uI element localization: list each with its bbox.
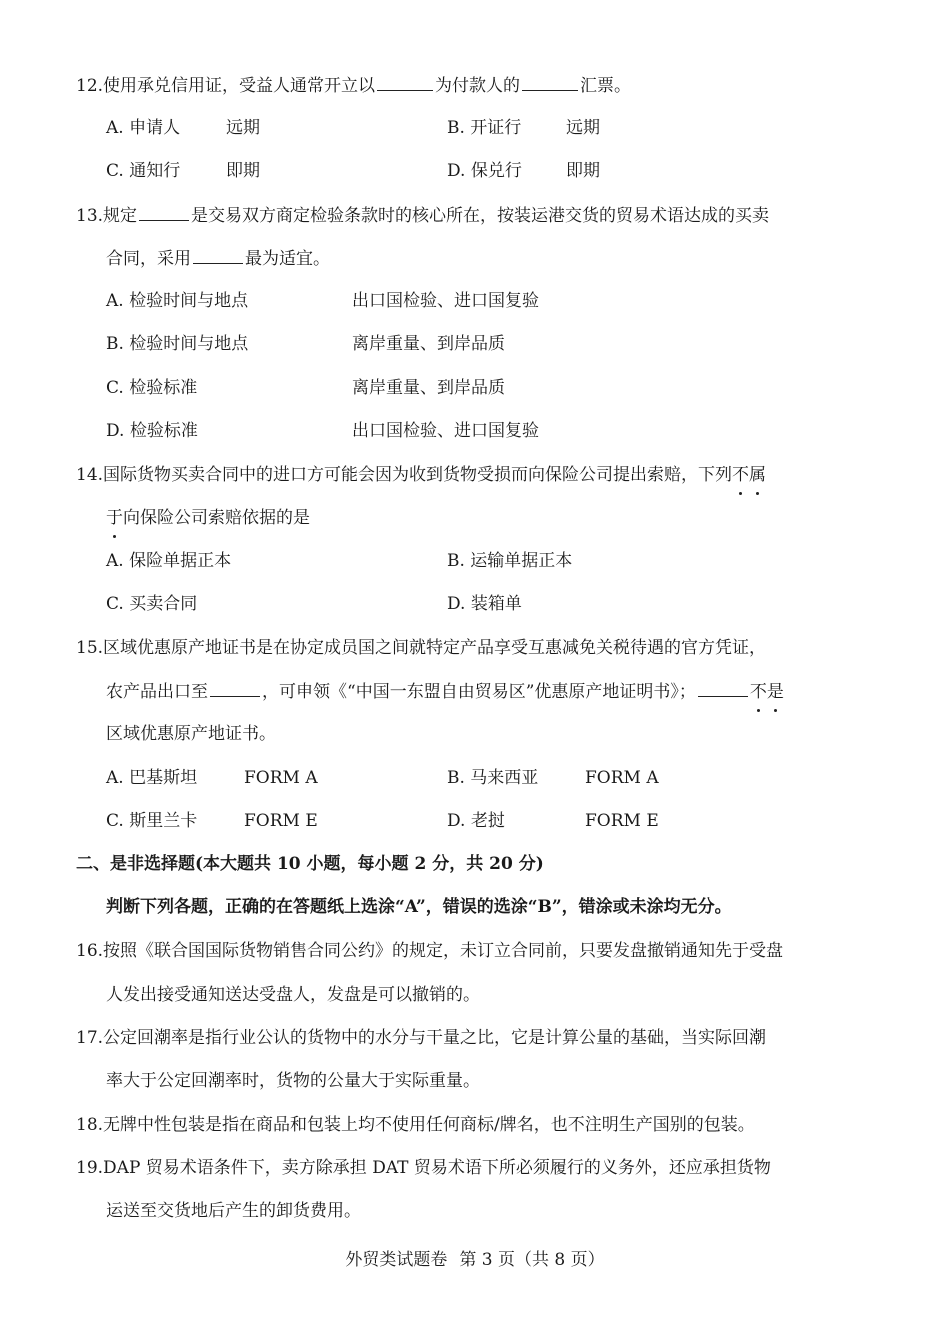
question-13-continued (106, 246, 330, 271)
emphasis-char: 属 (749, 465, 767, 485)
option-a: A. 检验时间与地点 (106, 291, 249, 311)
question-18 (76, 1113, 755, 1137)
option-a-value: 出口国检验、进口国复验 (352, 291, 539, 311)
page-footer (0, 1248, 950, 1272)
option-d-value: 即期 (566, 161, 600, 181)
option-c-value: FORM E (244, 811, 318, 831)
emphasis-char: 不 (749, 682, 767, 702)
option-label: D. 保兑行 (447, 161, 522, 181)
question-number: 19. (76, 1158, 104, 1178)
option-c: C. 买卖合同 (106, 594, 198, 614)
question-text: DAP 贸易术语条件下，卖方除承担 DAT 贸易术语下所必须履行的义务外，还应承担货物 (103, 1158, 771, 1178)
option-d: D. 装箱单 (447, 594, 522, 614)
question-text: 汇票。 (580, 76, 632, 96)
question-15-continued (106, 679, 784, 704)
option-c-value: 即期 (226, 161, 260, 181)
option-b: B. 检验时间与地点 (106, 334, 249, 354)
emphasis-char: 不 (732, 465, 750, 485)
question-text: 区域优惠原产地证书是在协定成员国之间就特定产品享受互惠减免关税待遇的官方凭证， (103, 638, 767, 658)
option-a: A. 保险单据正本 (106, 551, 232, 571)
option-d (447, 159, 522, 183)
option-a: A. 巴基斯坦 (106, 768, 198, 788)
question-number: 16. (76, 941, 104, 961)
answer-blank (139, 203, 189, 221)
answer-blank (522, 73, 578, 91)
question-16 (76, 939, 783, 963)
question-text: 农产品出口至 (106, 682, 208, 702)
question-17 (76, 1026, 766, 1050)
question-text: 合同，采用 (106, 249, 191, 269)
option-b (447, 116, 521, 140)
question-number: 17. (76, 1028, 104, 1048)
option-label: B. 开证行 (447, 118, 522, 138)
option-b: B. 马来西亚 (447, 768, 539, 788)
question-number: 12. (76, 76, 104, 96)
question-text: 国际货物买卖合同中的进口方可能会因为收到货物受损而向保险公司提出索赔，下列 (103, 465, 733, 485)
option-b-value: 远期 (566, 118, 600, 138)
question-text: 按照《联合国国际货物销售合同公约》的规定，未订立合同前，只要发盘撤销通知先于受盘 (103, 941, 784, 961)
question-17-continued: 率大于公定回潮率时，货物的公量大于实际重量。 (106, 1071, 480, 1091)
question-text: 使用承兑信用证，受益人通常开立以 (103, 76, 376, 96)
question-number: 14. (76, 465, 104, 485)
question-14 (76, 463, 766, 487)
question-text: 为付款人的 (435, 76, 521, 96)
option-c: C. 检验标准 (106, 378, 198, 398)
question-text: 无牌中性包装是指在商品和包装上均不使用任何商标/牌名，也不注明生产国别的包装。 (103, 1115, 755, 1135)
option-label: A. 申请人 (106, 118, 181, 138)
question-12 (76, 73, 631, 98)
question-16-continued: 人发出接受通知送达受盘人，发盘是可以撤销的。 (106, 985, 480, 1005)
emphasis-char: 于 (106, 508, 123, 528)
question-19-continued: 运送至交货地后产生的卸货费用。 (106, 1201, 361, 1221)
option-label: C. 通知行 (106, 161, 181, 181)
page-number: 第 3 页（共 8 页） (459, 1250, 605, 1270)
option-b-value: 离岸重量、到岸品质 (352, 334, 505, 354)
option-a (106, 116, 180, 140)
question-15-continued-2 (106, 722, 276, 746)
option-c: C. 斯里兰卡 (106, 811, 198, 831)
option-b: B. 运输单据正本 (447, 551, 573, 571)
option-d: D. 检验标准 (106, 421, 198, 441)
section-instruction: 判断下列各题，正确的在答题纸上选涂“A”，错误的选涂“B”，错涂或未涂均无分。 (106, 897, 732, 917)
answer-blank (377, 73, 433, 91)
option-d-value: FORM E (585, 811, 659, 831)
question-15 (76, 636, 766, 660)
question-text: 区域优惠原产地证书。 (106, 724, 276, 744)
question-number: 15. (76, 638, 104, 658)
option-c-value: 离岸重量、到岸品质 (352, 378, 505, 398)
question-text: 向保险公司索赔依据的是 (123, 508, 310, 528)
emphasis-char: 是 (766, 682, 784, 702)
option-d: D. 老挝 (447, 811, 505, 831)
question-13 (76, 203, 769, 228)
question-14-continued (106, 506, 310, 530)
option-b-value: FORM A (585, 768, 659, 788)
option-d-value: 出口国检验、进口国复验 (352, 421, 539, 441)
question-text: ，可申领《“中国一东盟自由贸易区”优惠原产地证明书》； (262, 682, 696, 702)
answer-blank (210, 679, 260, 697)
answer-blank (193, 246, 243, 264)
section-heading: 二、是非选择题(本大题共 10 小题，每小题 2 分，共 20 分) (76, 854, 544, 874)
answer-blank (698, 679, 748, 697)
question-text: 公定回潮率是指行业公认的货物中的水分与干量之比，它是计算公量的基础，当实际回潮 (103, 1028, 767, 1048)
question-number: 18. (76, 1115, 104, 1135)
question-text: 最为适宜。 (245, 249, 330, 269)
question-19 (76, 1156, 771, 1180)
question-text: 是交易双方商定检验条款时的核心所在，按装运港交货的贸易术语达成的买卖 (191, 206, 770, 226)
exam-title: 外贸类试题卷 (345, 1250, 448, 1270)
question-text: 规定 (103, 206, 138, 226)
question-number: 13. (76, 206, 104, 226)
option-a-value: 远期 (226, 118, 260, 138)
option-a-value: FORM A (244, 768, 318, 788)
option-c (106, 159, 180, 183)
